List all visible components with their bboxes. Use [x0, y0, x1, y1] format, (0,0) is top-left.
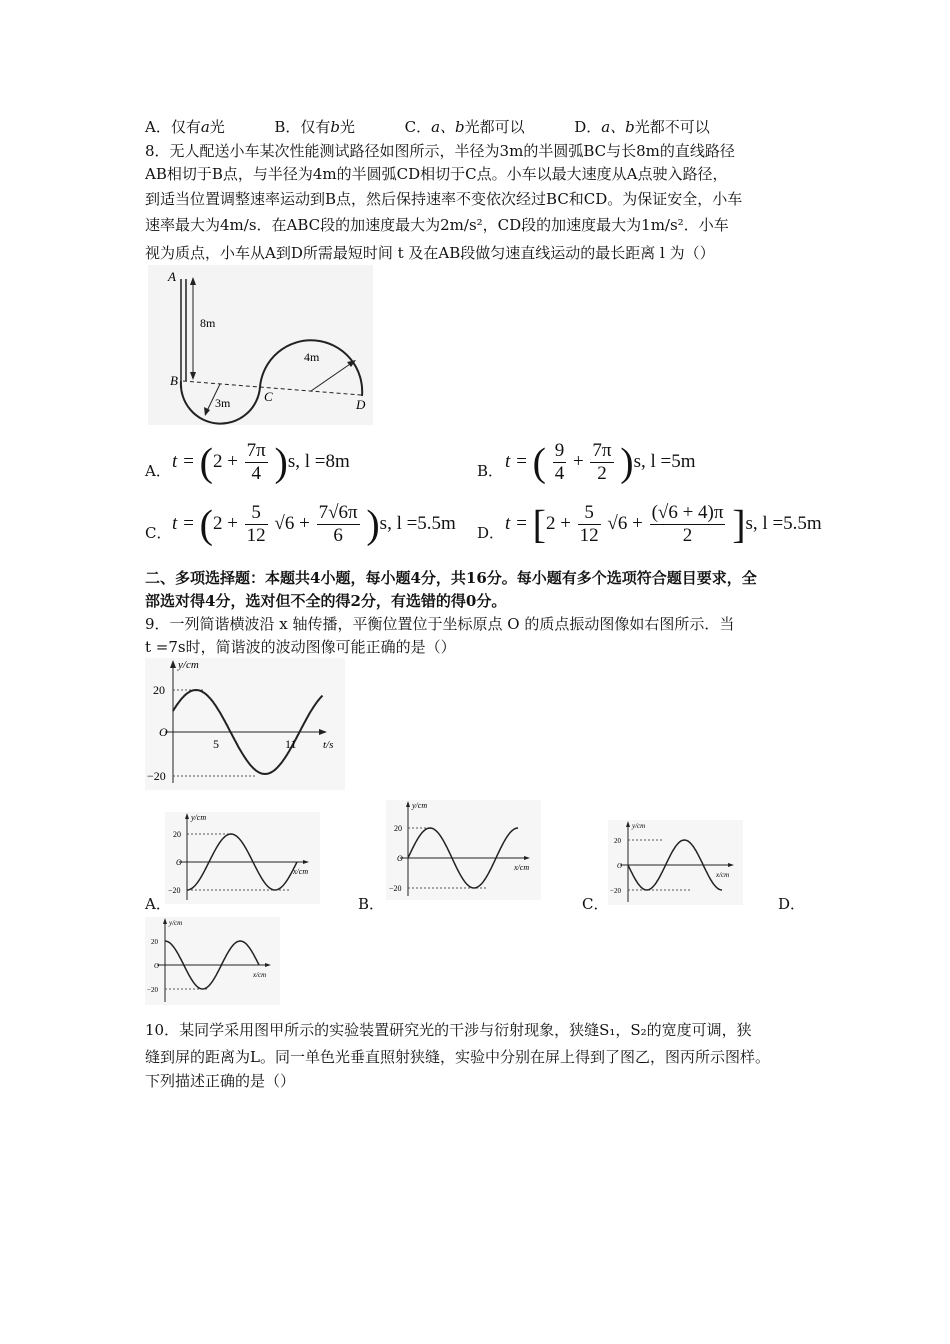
svg-text:−20: −20 [168, 886, 181, 895]
q8-stem-line3: 到适当位置调整速率运动到B点，然后保持速率不变依次经过BC和CD。为保证安全，小车 [145, 190, 743, 208]
svg-text:y/cm: y/cm [191, 813, 207, 822]
q9-graph-origin: O [159, 725, 168, 739]
fig-label-b: B [170, 373, 178, 388]
q10-stem-line3: 下列描述正确的是（） [145, 1072, 296, 1090]
q8-option-d: t = [2 + $\frac{5}{12}$ √6 + $\frac{(√6 + 4)\pi}{2}$ ]s, l =5.5m [505, 501, 822, 547]
svg-text:20: 20 [151, 938, 158, 946]
q9-option-c-graph [608, 820, 743, 905]
fig-label-8m: 8m [200, 316, 216, 330]
q9-option-d-graph [145, 917, 280, 1005]
fig-label-a: A [168, 269, 176, 284]
q9-graph-xlabel: t/s [323, 739, 334, 751]
q10-stem-line2: 缝到屏的距离为L。同一单色光垂直照射狭缝，实验中分别在屏上得到了图乙，图丙所示图样。 [145, 1048, 770, 1066]
q8-option-c: t = (2 + $\frac{5}{12}$ √6 + $\frac{7√6\pi}{6}$ )s, l =5.5m [172, 501, 456, 547]
svg-text:x/cm: x/cm [293, 867, 309, 876]
q9-option-c-label: C． [582, 895, 609, 913]
svg-text:x/cm: x/cm [253, 971, 267, 979]
svg-text:20: 20 [614, 837, 621, 845]
section2-heading-line2: 部选对得4分，选对但不全的得2分，有选错的得0分。 [145, 592, 507, 610]
svg-text:O: O [617, 862, 623, 870]
fig-label-d: D [356, 397, 366, 412]
q9-option-a-label: A． [145, 895, 171, 913]
svg-text:−20: −20 [389, 884, 402, 893]
svg-text:O: O [176, 858, 182, 867]
q8-option-c-label: C． [145, 524, 172, 542]
q9-vibration-graph [145, 658, 345, 790]
q8-option-a: t = (2 + $\frac{7\pi}{4}$ )s, l =8m [172, 439, 350, 485]
q7-option-b: B．仅有b光 [274, 118, 356, 136]
svg-text:x/cm: x/cm [716, 871, 730, 879]
q9-stem-line2: t =7s时，简谐波的波动图像可能正确的是（） [145, 638, 456, 656]
q9-graph-t1: 5 [213, 737, 219, 751]
q9-graph-ytop: 20 [153, 683, 165, 697]
q8-stem-line2: AB相切于B点，与半径为4m的半圆弧CD相切于C点。小车以最大速度从A点驶入路径， [145, 165, 728, 183]
q7-option-d: D．a、b光都不可以 [574, 118, 710, 136]
q9-graph-t2: 11 [285, 737, 297, 751]
svg-text:−20: −20 [147, 986, 158, 994]
svg-text:x/cm: x/cm [514, 863, 530, 872]
q8-stem-line4: 速率最大为4m/s．在ABC段的加速度最大为2m/s²，CD段的加速度最大为1m/s²．小车 [145, 216, 729, 234]
q8-path-figure [148, 265, 373, 425]
fig-label-c: C [264, 389, 273, 404]
svg-text:y/cm: y/cm [169, 919, 183, 927]
svg-text:O: O [397, 854, 403, 863]
q9-option-d-label: D． [778, 895, 806, 913]
q9-option-b-label: B． [358, 895, 385, 913]
q9-graph-ylabel: y/cm [178, 659, 199, 671]
q10-stem-line1: 10．某同学采用图甲所示的实验装置研究光的干涉与衍射现象，狭缝S₁，S₂的宽度可调，狭 [145, 1021, 752, 1039]
q8-stem-line1: 8．无人配送小车某次性能测试路径如图所示，半径为3m的半圆弧BC与长8m的直线路径 [145, 142, 735, 160]
q7-option-c: C．a、b光都可以 [404, 118, 525, 136]
q7-options-row [145, 116, 710, 137]
section2-heading-line1: 二、多项选择题：本题共4小题，每小题4分，共16分。每小题有多个选项符合题目要求，全 [145, 569, 757, 587]
fig-label-3m: 3m [215, 396, 231, 410]
fig-label-4m: 4m [304, 350, 320, 364]
q8-option-d-label: D． [477, 524, 505, 542]
svg-text:O: O [154, 962, 160, 970]
svg-text:−20: −20 [610, 887, 621, 895]
q8-option-b-label: B． [477, 462, 504, 480]
q9-graph-ybot: −20 [147, 769, 166, 783]
q8-option-b: t = ( $\frac{9}{4}$ + $\frac{7\pi}{2}$ )s, l =5m [505, 439, 696, 485]
svg-text:20: 20 [173, 830, 181, 839]
q8-stem-line5: 视为质点，小车从A到D所需最短时间 t 及在AB段做匀速直线运动的最长距离 l 为（） [145, 244, 715, 262]
q7-option-a: A．仅有a光 [145, 118, 225, 136]
q8-option-a-label: A． [145, 462, 171, 480]
q9-stem-line1: 9．一列简谐横波沿 x 轴传播，平衡位置位于坐标原点 O 的质点振动图像如右图所示．当 [145, 615, 735, 633]
svg-text:y/cm: y/cm [412, 801, 428, 810]
svg-text:20: 20 [394, 824, 402, 833]
svg-text:y/cm: y/cm [632, 822, 646, 830]
q9-option-b-graph [386, 800, 541, 900]
q9-option-a-graph [165, 812, 320, 904]
